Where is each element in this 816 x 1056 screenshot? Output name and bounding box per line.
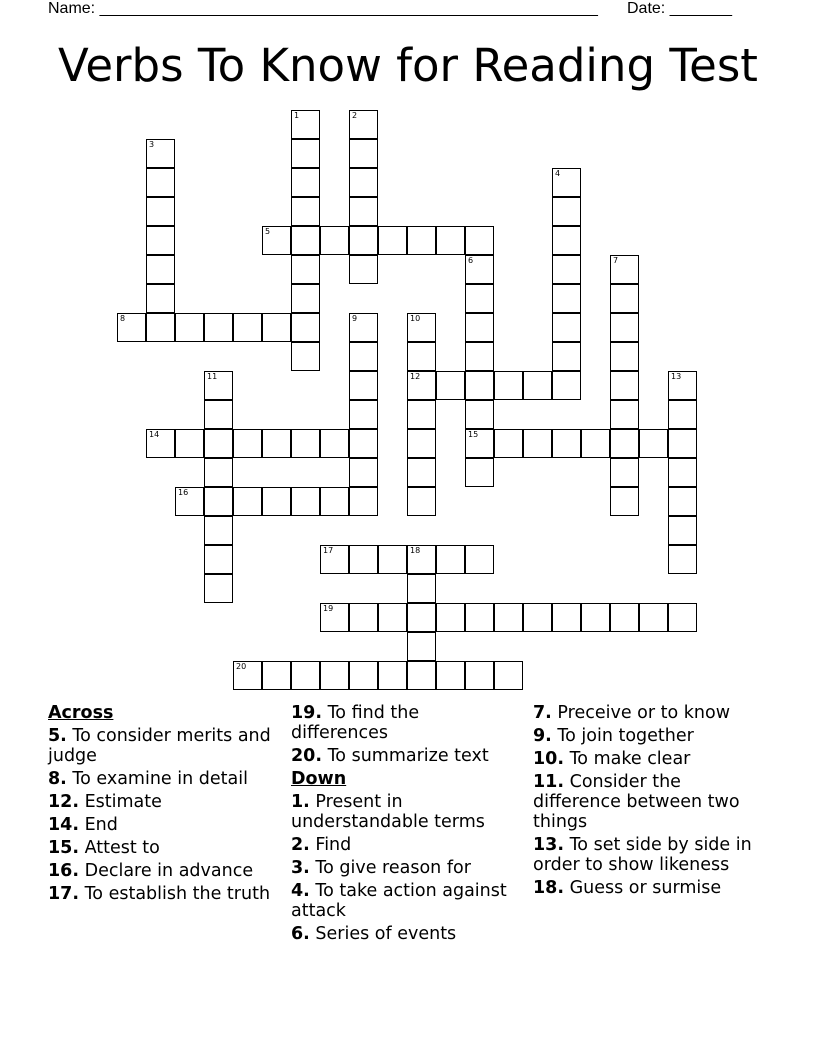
grid-cell[interactable] bbox=[494, 661, 523, 690]
clue-text: To set side by side in order to show likeness bbox=[533, 835, 752, 875]
clue-across-20 bbox=[291, 746, 519, 766]
grid-cell[interactable] bbox=[668, 429, 697, 458]
clue-number-label: 17 bbox=[323, 546, 334, 555]
grid-cell[interactable] bbox=[465, 458, 494, 487]
grid-cell[interactable] bbox=[175, 429, 204, 458]
grid-cell[interactable] bbox=[436, 226, 465, 255]
clue-down-9 bbox=[533, 726, 773, 746]
grid-cell[interactable] bbox=[291, 487, 320, 516]
grid-cell[interactable] bbox=[465, 342, 494, 371]
grid-cell[interactable] bbox=[465, 603, 494, 632]
grid-cell[interactable] bbox=[262, 226, 291, 255]
clue-number-label: 18 bbox=[410, 546, 421, 555]
grid-cell[interactable] bbox=[668, 516, 697, 545]
grid-cell[interactable] bbox=[465, 313, 494, 342]
clue-across-19 bbox=[291, 703, 519, 743]
grid-cell[interactable] bbox=[291, 168, 320, 197]
grid-cell[interactable] bbox=[552, 603, 581, 632]
grid-cell[interactable] bbox=[552, 313, 581, 342]
clue-down-13 bbox=[533, 835, 773, 875]
grid-cell[interactable] bbox=[291, 313, 320, 342]
grid-cell[interactable] bbox=[610, 487, 639, 516]
date-field-label[interactable]: Date: _______ bbox=[627, 0, 732, 17]
clue-down-6 bbox=[291, 924, 519, 944]
grid-cell[interactable] bbox=[668, 371, 697, 400]
clue-down-2 bbox=[291, 835, 519, 855]
clue-text: To consider merits and judge bbox=[48, 726, 271, 766]
clue-number: 5. bbox=[48, 726, 67, 746]
grid-cell[interactable] bbox=[378, 661, 407, 690]
grid-cell[interactable] bbox=[291, 226, 320, 255]
grid-cell[interactable] bbox=[291, 661, 320, 690]
clue-number: 4. bbox=[291, 881, 310, 901]
grid-cell[interactable] bbox=[610, 371, 639, 400]
grid-cell[interactable] bbox=[407, 603, 436, 632]
grid-cell[interactable] bbox=[407, 661, 436, 690]
clue-number-label: 12 bbox=[410, 372, 421, 381]
grid-cell[interactable] bbox=[639, 429, 668, 458]
grid-cell[interactable] bbox=[117, 313, 146, 342]
grid-cell[interactable] bbox=[668, 545, 697, 574]
grid-cell[interactable] bbox=[552, 226, 581, 255]
grid-cell[interactable] bbox=[494, 603, 523, 632]
grid-cell[interactable] bbox=[349, 603, 378, 632]
clue-down-18 bbox=[533, 878, 773, 898]
clue-text: To find the differences bbox=[291, 703, 420, 743]
grid-cell[interactable] bbox=[204, 429, 233, 458]
grid-cell[interactable] bbox=[610, 429, 639, 458]
clue-number: 2. bbox=[291, 835, 310, 855]
grid-cell[interactable] bbox=[320, 661, 349, 690]
clue-number-label: 3 bbox=[149, 140, 155, 149]
clue-number: 11. bbox=[533, 772, 565, 792]
grid-cell[interactable] bbox=[465, 284, 494, 313]
grid-cell[interactable] bbox=[349, 661, 378, 690]
grid-cell[interactable] bbox=[407, 313, 436, 342]
clue-text: To join together bbox=[557, 726, 694, 746]
grid-cell[interactable] bbox=[146, 197, 175, 226]
grid-cell[interactable] bbox=[552, 371, 581, 400]
clue-number: 16. bbox=[48, 861, 80, 881]
clue-number: 9. bbox=[533, 726, 552, 746]
clue-across-16 bbox=[48, 861, 276, 881]
grid-cell[interactable] bbox=[378, 226, 407, 255]
grid-cell[interactable] bbox=[407, 487, 436, 516]
grid-cell[interactable] bbox=[262, 429, 291, 458]
grid-cell[interactable] bbox=[349, 371, 378, 400]
clue-text: To summarize text bbox=[327, 746, 489, 766]
grid-cell[interactable] bbox=[523, 371, 552, 400]
grid-cell[interactable] bbox=[175, 313, 204, 342]
clue-down-4 bbox=[291, 881, 519, 921]
grid-cell[interactable] bbox=[320, 487, 349, 516]
grid-cell[interactable] bbox=[407, 429, 436, 458]
grid-cell[interactable] bbox=[407, 632, 436, 661]
clue-number-label: 7 bbox=[613, 256, 619, 265]
grid-cell[interactable] bbox=[610, 255, 639, 284]
grid-cell[interactable] bbox=[494, 371, 523, 400]
grid-cell[interactable] bbox=[204, 400, 233, 429]
grid-cell[interactable] bbox=[610, 603, 639, 632]
grid-cell[interactable] bbox=[204, 516, 233, 545]
grid-cell[interactable] bbox=[581, 603, 610, 632]
grid-cell[interactable] bbox=[204, 545, 233, 574]
clue-number-label: 16 bbox=[178, 488, 189, 497]
grid-cell[interactable] bbox=[320, 429, 349, 458]
grid-cell[interactable] bbox=[233, 429, 262, 458]
clue-number: 14. bbox=[48, 815, 80, 835]
grid-cell[interactable] bbox=[262, 487, 291, 516]
grid-cell[interactable] bbox=[262, 313, 291, 342]
grid-cell[interactable] bbox=[291, 342, 320, 371]
clue-number: 7. bbox=[533, 703, 552, 723]
clue-number: 8. bbox=[48, 769, 67, 789]
grid-cell[interactable] bbox=[494, 429, 523, 458]
grid-cell[interactable] bbox=[204, 487, 233, 516]
grid-cell[interactable] bbox=[146, 429, 175, 458]
clue-number-label: 15 bbox=[468, 430, 479, 439]
clue-number-label: 14 bbox=[149, 430, 160, 439]
grid-cell[interactable] bbox=[465, 226, 494, 255]
grid-cell[interactable] bbox=[436, 661, 465, 690]
grid-cell[interactable] bbox=[320, 603, 349, 632]
grid-cell[interactable] bbox=[349, 110, 378, 139]
clue-text: To take action against attack bbox=[291, 881, 507, 921]
grid-cell[interactable] bbox=[523, 429, 552, 458]
clue-down-1 bbox=[291, 792, 519, 832]
grid-cell[interactable] bbox=[610, 342, 639, 371]
clue-across-14 bbox=[48, 815, 276, 835]
clue-number-label: 20 bbox=[236, 662, 247, 671]
clue-number: 10. bbox=[533, 749, 565, 769]
grid-cell[interactable] bbox=[465, 661, 494, 690]
clue-number-label: 10 bbox=[410, 314, 421, 323]
grid-cell[interactable] bbox=[668, 603, 697, 632]
grid-cell[interactable] bbox=[146, 226, 175, 255]
clue-number: 20. bbox=[291, 746, 323, 766]
clue-down-3 bbox=[291, 858, 519, 878]
grid-cell[interactable] bbox=[581, 429, 610, 458]
grid-cell[interactable] bbox=[233, 313, 262, 342]
grid-cell[interactable] bbox=[291, 197, 320, 226]
clue-number-label: 19 bbox=[323, 604, 334, 613]
grid-cell[interactable] bbox=[378, 603, 407, 632]
clue-text: End bbox=[84, 815, 118, 835]
grid-cell[interactable] bbox=[552, 342, 581, 371]
clue-number-label: 9 bbox=[352, 314, 358, 323]
grid-cell[interactable] bbox=[610, 400, 639, 429]
clue-number-label: 2 bbox=[352, 111, 358, 120]
grid-cell[interactable] bbox=[146, 168, 175, 197]
down-heading: Down bbox=[291, 769, 347, 789]
grid-cell[interactable] bbox=[320, 226, 349, 255]
grid-cell[interactable] bbox=[349, 487, 378, 516]
grid-cell[interactable] bbox=[465, 371, 494, 400]
grid-cell[interactable] bbox=[668, 487, 697, 516]
clue-across-17 bbox=[48, 884, 276, 904]
across-heading: Across bbox=[48, 703, 114, 723]
page-title: Verbs To Know for Reading Test bbox=[58, 39, 758, 92]
clue-down-11 bbox=[533, 772, 773, 832]
grid-cell[interactable] bbox=[291, 110, 320, 139]
grid-cell[interactable] bbox=[146, 313, 175, 342]
grid-cell[interactable] bbox=[610, 284, 639, 313]
grid-cell[interactable] bbox=[349, 429, 378, 458]
clue-text: Estimate bbox=[84, 792, 162, 812]
clue-number: 19. bbox=[291, 703, 323, 723]
clue-number: 18. bbox=[533, 878, 565, 898]
grid-cell[interactable] bbox=[465, 429, 494, 458]
grid-cell[interactable] bbox=[320, 545, 349, 574]
grid-cell[interactable] bbox=[407, 574, 436, 603]
clue-text: Present in understandable terms bbox=[291, 792, 485, 832]
grid-cell[interactable] bbox=[610, 458, 639, 487]
clue-text: To examine in detail bbox=[72, 769, 248, 789]
clue-down-7 bbox=[533, 703, 773, 723]
grid-cell[interactable] bbox=[465, 545, 494, 574]
grid-cell[interactable] bbox=[407, 342, 436, 371]
grid-cell[interactable] bbox=[349, 342, 378, 371]
grid-cell[interactable] bbox=[349, 139, 378, 168]
grid-cell[interactable] bbox=[552, 255, 581, 284]
clue-text: To establish the truth bbox=[84, 884, 271, 904]
grid-cell[interactable] bbox=[233, 661, 262, 690]
clue-across-12 bbox=[48, 792, 276, 812]
grid-cell[interactable] bbox=[668, 400, 697, 429]
grid-cell[interactable] bbox=[146, 255, 175, 284]
clue-across-15 bbox=[48, 838, 276, 858]
clue-number-label: 1 bbox=[294, 111, 300, 120]
grid-cell[interactable] bbox=[465, 255, 494, 284]
grid-cell[interactable] bbox=[349, 400, 378, 429]
clue-number: 3. bbox=[291, 858, 310, 878]
grid-cell[interactable] bbox=[175, 487, 204, 516]
grid-cell[interactable] bbox=[407, 458, 436, 487]
grid-cell[interactable] bbox=[552, 168, 581, 197]
grid-cell[interactable] bbox=[639, 603, 668, 632]
grid-cell[interactable] bbox=[523, 603, 552, 632]
name-field-label[interactable]: Name: ________________________________________________________ bbox=[48, 0, 598, 17]
clue-text: Consider the difference between two things bbox=[533, 772, 740, 832]
grid-cell[interactable] bbox=[610, 313, 639, 342]
grid-cell[interactable] bbox=[378, 545, 407, 574]
grid-cell[interactable] bbox=[349, 226, 378, 255]
grid-cell[interactable] bbox=[436, 603, 465, 632]
clue-number-label: 4 bbox=[555, 169, 561, 178]
clue-text: Preceive or to know bbox=[557, 703, 731, 723]
clue-text: Attest to bbox=[84, 838, 160, 858]
clue-number-label: 13 bbox=[671, 372, 682, 381]
clue-text: To give reason for bbox=[315, 858, 471, 878]
grid-cell[interactable] bbox=[407, 226, 436, 255]
clue-down-10 bbox=[533, 749, 773, 769]
clue-number: 6. bbox=[291, 924, 310, 944]
grid-cell[interactable] bbox=[407, 545, 436, 574]
clue-number-label: 5 bbox=[265, 227, 271, 236]
grid-cell[interactable] bbox=[291, 255, 320, 284]
grid-cell[interactable] bbox=[291, 139, 320, 168]
grid-cell[interactable] bbox=[552, 429, 581, 458]
grid-cell[interactable] bbox=[204, 458, 233, 487]
grid-cell[interactable] bbox=[204, 574, 233, 603]
grid-cell[interactable] bbox=[465, 400, 494, 429]
clue-number: 12. bbox=[48, 792, 80, 812]
clue-text: Guess or surmise bbox=[569, 878, 722, 898]
grid-cell[interactable] bbox=[291, 429, 320, 458]
grid-cell[interactable] bbox=[436, 371, 465, 400]
grid-cell[interactable] bbox=[407, 371, 436, 400]
grid-cell[interactable] bbox=[349, 458, 378, 487]
clue-text: Find bbox=[315, 835, 352, 855]
clue-number: 15. bbox=[48, 838, 80, 858]
clue-number-label: 6 bbox=[468, 256, 474, 265]
clue-across-8 bbox=[48, 769, 276, 789]
grid-cell[interactable] bbox=[349, 313, 378, 342]
clue-text: Series of events bbox=[315, 924, 457, 944]
grid-cell[interactable] bbox=[349, 197, 378, 226]
clue-text: Declare in advance bbox=[84, 861, 254, 881]
clue-number: 13. bbox=[533, 835, 565, 855]
grid-cell[interactable] bbox=[349, 168, 378, 197]
clue-number-label: 8 bbox=[120, 314, 126, 323]
grid-cell[interactable] bbox=[204, 371, 233, 400]
grid-cell[interactable] bbox=[291, 284, 320, 313]
clues-column-1 bbox=[48, 703, 276, 907]
grid-cell[interactable] bbox=[262, 661, 291, 690]
clue-text: To make clear bbox=[569, 749, 691, 769]
grid-cell[interactable] bbox=[436, 545, 465, 574]
clue-number: 17. bbox=[48, 884, 80, 904]
clues-column-2 bbox=[291, 703, 519, 947]
clues-column-3 bbox=[533, 703, 773, 901]
grid-cell[interactable] bbox=[146, 284, 175, 313]
grid-cell[interactable] bbox=[407, 400, 436, 429]
clue-number-label: 11 bbox=[207, 372, 218, 381]
grid-cell[interactable] bbox=[552, 284, 581, 313]
clue-across-5 bbox=[48, 726, 276, 766]
grid-cell[interactable] bbox=[349, 545, 378, 574]
grid-cell[interactable] bbox=[349, 255, 378, 284]
grid-cell[interactable] bbox=[552, 197, 581, 226]
grid-cell[interactable] bbox=[668, 458, 697, 487]
grid-cell[interactable] bbox=[146, 139, 175, 168]
grid-cell[interactable] bbox=[204, 313, 233, 342]
clue-number: 1. bbox=[291, 792, 310, 812]
grid-cell[interactable] bbox=[233, 487, 262, 516]
